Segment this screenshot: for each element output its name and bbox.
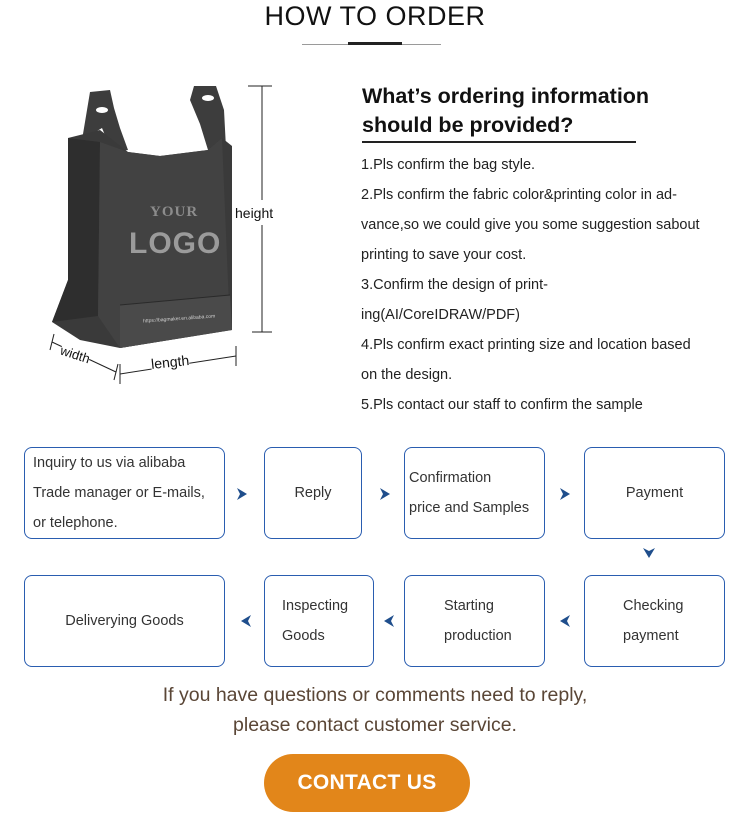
label-height: height [235,205,274,221]
step-text: or telephone. [33,515,118,531]
contact-prompt [0,680,750,740]
info-list [361,150,746,420]
info-line: vance,so we could give you some suggestion sabout [361,217,700,233]
step-text: payment [623,628,679,644]
bag-print-logo: LOGO [129,227,222,260]
step-reply [264,447,362,539]
step-delivering [24,575,225,667]
step-text: Goods [282,628,325,644]
step-inspecting [264,575,374,667]
info-heading-underline [362,141,636,143]
info-line: 2.Pls confirm the fabric color&printing color in ad- [361,187,677,203]
step-confirmation [404,447,545,539]
step-text: price and Samples [409,500,530,516]
step-inquiry [24,447,225,539]
bag-print-your: YOUR [150,204,199,220]
arrow-right-icon [377,486,393,502]
bag-illustration [40,80,300,390]
page-title: HOW TO ORDER [264,1,486,31]
step-text: Inquiry to us via alibaba [33,455,186,471]
info-line: 1.Pls confirm the bag style. [361,157,536,173]
info-line: ing(AI/CoreIDRAW/PDF) [361,307,520,323]
contact-prompt-line2: please contact customer service. [233,714,517,736]
step-text: Checking [623,598,684,614]
title-divider-accent [348,42,402,45]
arrow-down-icon [641,545,657,561]
info-line: 5.Pls contact our staff to confirm the sample [361,397,643,413]
step-text: Reply [294,485,332,501]
step-text: Payment [625,485,684,501]
step-text: Deliverying Goods [65,613,184,629]
label-width: width [58,342,92,367]
info-line: printing to save your cost. [361,247,527,263]
step-text: Trade manager or E-mails, [33,485,205,501]
step-payment [584,447,725,539]
step-checking [584,575,725,667]
contact-prompt-line1: If you have questions or comments need to reply, [162,684,588,706]
info-line: 4.Pls confirm exact printing size and location based [361,337,691,353]
step-text: Confirmation [409,470,492,486]
step-text: production [444,628,512,644]
arrow-left-icon [381,613,397,629]
arrow-left-icon [557,613,573,629]
info-heading [362,82,649,140]
label-length: length [150,352,190,372]
info-line: on the design. [361,367,453,383]
info-heading-line2: should be provided? [362,113,574,137]
step-text: Inspecting [282,598,349,614]
arrow-right-icon [234,486,250,502]
contact-us-button[interactable]: CONTACT US [264,754,470,812]
arrow-right-icon [557,486,573,502]
info-line: 3.Confirm the design of print- [361,277,548,293]
step-text: Starting [444,598,494,614]
bag-footer-url: https://bagmaker.en.alibaba.com [142,313,216,325]
info-heading-line1: What’s ordering information [362,84,650,108]
arrow-left-icon [238,613,254,629]
step-starting [404,575,545,667]
